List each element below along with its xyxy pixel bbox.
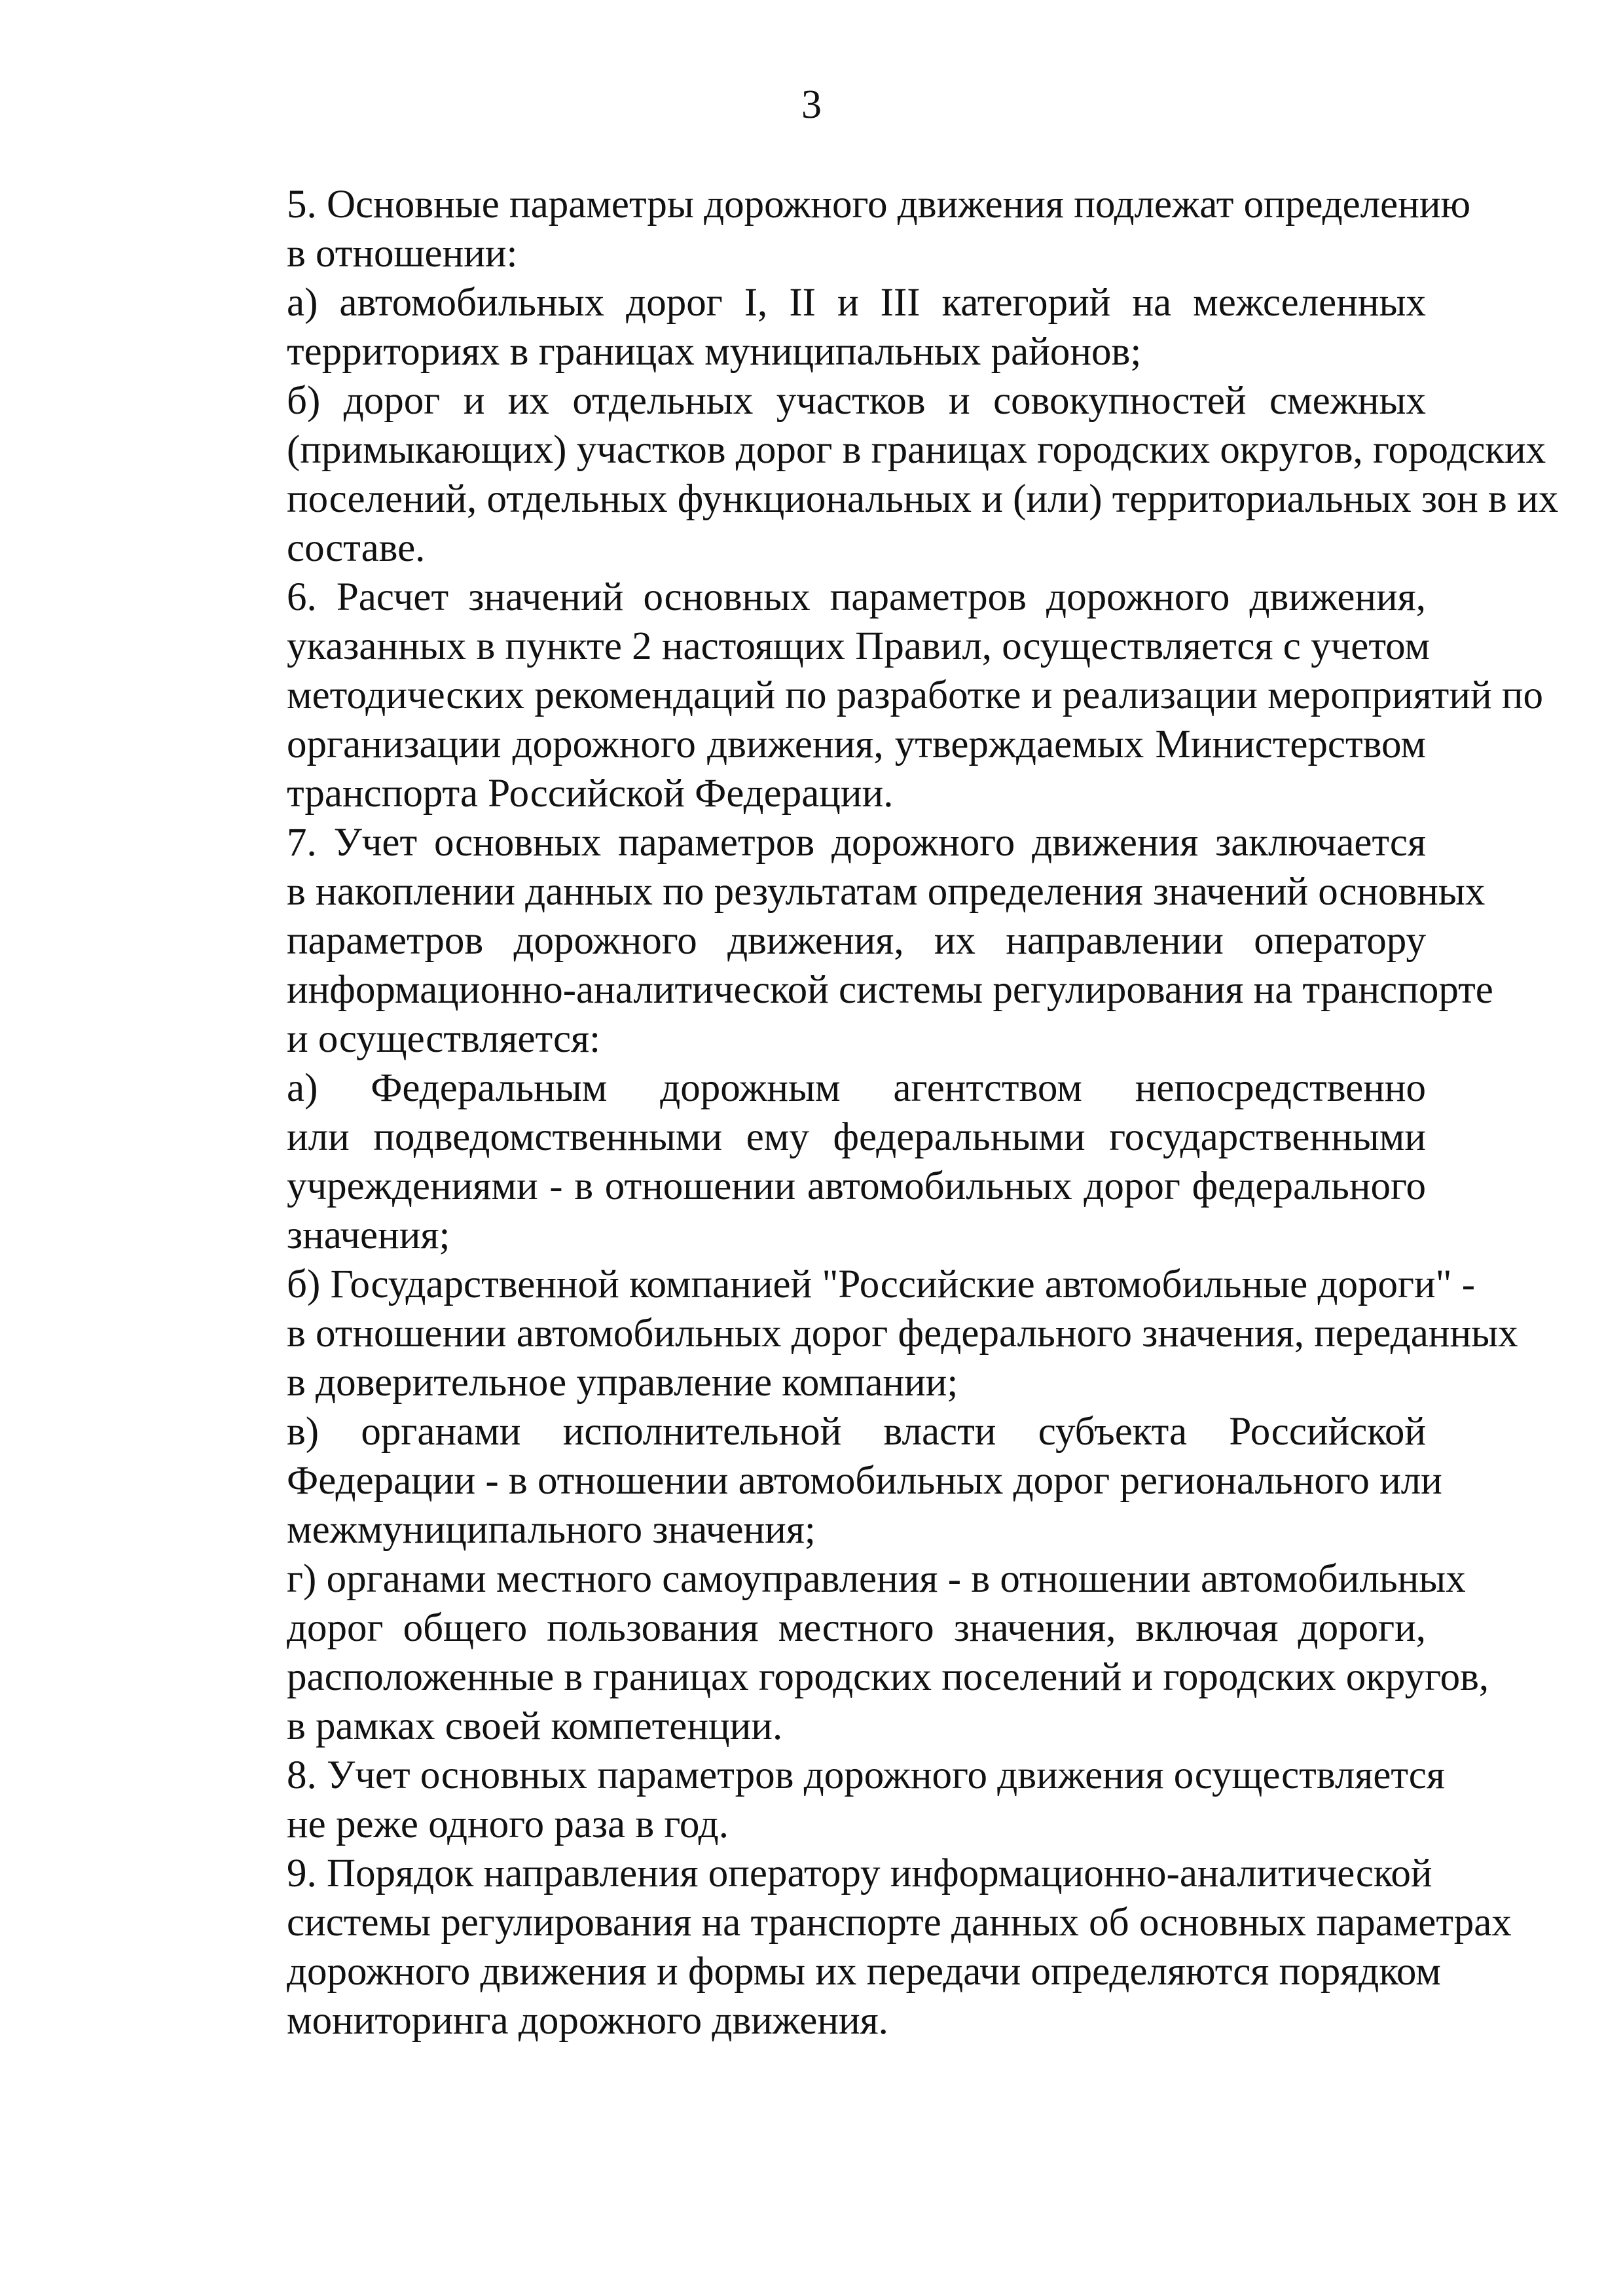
paragraph-line: составе. bbox=[287, 526, 426, 570]
paragraph-line: не реже одного раза в год. bbox=[287, 1803, 729, 1846]
paragraph-line: в отношении автомобильных дорог федерального значения, переданных bbox=[287, 1312, 1518, 1355]
paragraph-line: б) дорог и их отдельных участков и совокупностей смежных bbox=[287, 379, 1426, 423]
paragraph-line: (примыкающих) участков дорог в границах городских округов, городских bbox=[287, 428, 1546, 472]
paragraph-line: методических рекомендаций по разработке и реализации мероприятий по bbox=[287, 673, 1543, 717]
paragraph-line: территориях в границах муниципальных районов; bbox=[287, 330, 1142, 374]
paragraph-line: 5. Основные параметры дорожного движения подлежат определению bbox=[287, 183, 1471, 226]
paragraph-line: расположенные в границах городских поселений и городских округов, bbox=[287, 1655, 1489, 1699]
paragraph-line: информационно-аналитической системы регулирования на транспорте bbox=[287, 968, 1493, 1012]
paragraph-p7a bbox=[191, 1064, 1426, 1260]
paragraph-line: системы регулирования на транспорте данных об основных параметрах bbox=[287, 1901, 1512, 1945]
paragraph-line: организации дорожного движения, утверждаемых Министерством bbox=[287, 723, 1426, 766]
paragraph-line: поселений, отдельных функциональных и (или) территориальных зон в их bbox=[287, 477, 1559, 521]
paragraph-line: в рамках своей компетенции. bbox=[287, 1704, 783, 1748]
page-number: 3 bbox=[801, 82, 822, 127]
paragraph-line: 7. Учет основных параметров дорожного движения заключается bbox=[287, 821, 1426, 865]
paragraph-line: а) автомобильных дорог I, II и III категорий на межселенных bbox=[287, 281, 1426, 325]
paragraph-line: транспорта Российской Федерации. bbox=[287, 772, 894, 816]
paragraph-line: в отношении: bbox=[287, 232, 518, 276]
paragraph-line: дорожного движения и формы их передачи определяются порядком bbox=[287, 1950, 1441, 1994]
paragraph-p9 bbox=[191, 1849, 1512, 2045]
paragraph-p6 bbox=[191, 573, 1543, 818]
paragraph-line: учреждениями - в отношении автомобильных дорог федерального bbox=[287, 1164, 1426, 1208]
paragraph-line: дорог общего пользования местного значения, включая дороги, bbox=[287, 1606, 1426, 1650]
paragraph-line: 6. Расчет значений основных параметров дорожного движения, bbox=[287, 575, 1426, 619]
paragraph-p7d bbox=[191, 1554, 1489, 1751]
paragraph-p7c bbox=[191, 1407, 1442, 1554]
paragraph-p5a bbox=[191, 278, 1426, 376]
paragraph-line: 9. Порядок направления оператору информационно-аналитической bbox=[287, 1852, 1432, 1895]
paragraph-p5b bbox=[191, 376, 1559, 573]
paragraph-line: мониторинга дорожного движения. bbox=[287, 1999, 888, 2043]
paragraph-p7 bbox=[191, 818, 1493, 1064]
paragraph-line: указанных в пункте 2 настоящих Правил, осуществляется с учетом bbox=[287, 624, 1431, 668]
paragraph-line: в доверительное управление компании; bbox=[287, 1361, 958, 1405]
paragraph-p5 bbox=[191, 180, 1471, 278]
paragraph-line: или подведомственными ему федеральными государственными bbox=[287, 1115, 1426, 1159]
paragraph-line: г) органами местного самоуправления - в отношении автомобильных bbox=[287, 1557, 1466, 1601]
paragraph-line: 8. Учет основных параметров дорожного движения осуществляется bbox=[287, 1753, 1445, 1797]
paragraph-line: и осуществляется: bbox=[287, 1017, 601, 1061]
paragraph-line: в) органами исполнительной власти субъекта Российской bbox=[287, 1410, 1426, 1454]
paragraph-line: б) Государственной компанией "Российские автомобильные дороги" - bbox=[287, 1263, 1476, 1306]
paragraph-line: в накоплении данных по результатам определения значений основных bbox=[287, 870, 1486, 914]
paragraph-line: параметров дорожного движения, их направлении оператору bbox=[287, 919, 1426, 963]
paragraph-line: а) Федеральным дорожным агентством непосредственно bbox=[287, 1066, 1426, 1110]
paragraph-line: Федерации - в отношении автомобильных дорог регионального или bbox=[287, 1459, 1442, 1503]
paragraph-p8 bbox=[191, 1751, 1445, 1849]
paragraph-line: значения; bbox=[287, 1213, 450, 1257]
paragraph-p7b bbox=[191, 1260, 1518, 1407]
document-body bbox=[191, 180, 1559, 2045]
paragraph-line: межмуниципального значения; bbox=[287, 1508, 816, 1552]
